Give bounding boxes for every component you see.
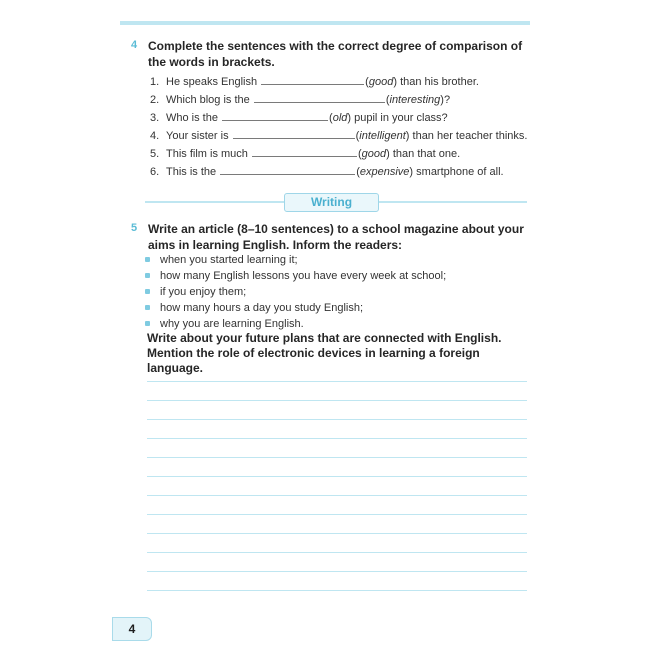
writing-line[interactable] xyxy=(147,571,527,572)
bullet-icon xyxy=(145,321,150,326)
task-instructions: Write about your future plans that are connected with English. Mention the role of electronic devices in learning a foreign language. xyxy=(147,331,502,375)
exercise-item-6: 6. This is the (expensive) smartphone of all. xyxy=(150,166,504,178)
writing-line[interactable] xyxy=(147,457,527,458)
answer-blank[interactable] xyxy=(222,110,328,121)
task-title: Complete the sentences with the correct degree of comparison of the words in brackets. xyxy=(148,39,523,69)
writing-line[interactable] xyxy=(147,476,527,477)
answer-blank[interactable] xyxy=(252,146,357,157)
exercise-item-1: 1. He speaks English (good) than his brother. xyxy=(150,76,479,88)
bullet-item: when you started learning it; xyxy=(145,253,298,267)
answer-blank[interactable] xyxy=(261,74,364,85)
bullet-icon xyxy=(145,289,150,294)
writing-line[interactable] xyxy=(147,533,527,534)
exercise-item-3: 3. Who is the (old) pupil in your class? xyxy=(150,112,448,124)
writing-line[interactable] xyxy=(147,419,527,420)
bullet-icon xyxy=(145,305,150,310)
answer-blank[interactable] xyxy=(254,92,385,103)
writing-line[interactable] xyxy=(147,514,527,515)
writing-section-label: Writing xyxy=(284,193,379,212)
exercise-item-4: 4. Your sister is (intelligent) than her teacher thinks. xyxy=(150,130,528,142)
answer-blank[interactable] xyxy=(233,128,355,139)
task-title: Write an article (8–10 sentences) to a school magazine about your aims in learning English. Inform the readers: xyxy=(148,222,524,252)
writing-line[interactable] xyxy=(147,552,527,553)
bullet-icon xyxy=(145,273,150,278)
exercise-item-5: 5. This film is much (good) than that one. xyxy=(150,148,461,160)
bullet-item: how many hours a day you study English; xyxy=(145,301,363,315)
bullet-item: if you enjoy them; xyxy=(145,285,246,299)
task-number: 4 xyxy=(131,39,138,51)
exercise-item-2: 2. Which blog is the (interesting)? xyxy=(150,94,451,106)
page-number: 4 xyxy=(112,617,152,641)
answer-blank[interactable] xyxy=(220,164,355,175)
bullet-icon xyxy=(145,257,150,262)
task-5-heading xyxy=(131,221,531,253)
writing-line[interactable] xyxy=(147,381,527,382)
task-number: 5 xyxy=(131,222,138,234)
task-4-heading xyxy=(131,38,531,70)
bullet-item: why you are learning English. xyxy=(145,317,304,331)
top-rule xyxy=(120,21,530,25)
writing-line[interactable] xyxy=(147,495,527,496)
writing-line[interactable] xyxy=(147,400,527,401)
bullet-item: how many English lessons you have every week at school; xyxy=(145,269,446,283)
writing-line[interactable] xyxy=(147,438,527,439)
writing-line[interactable] xyxy=(147,590,527,591)
